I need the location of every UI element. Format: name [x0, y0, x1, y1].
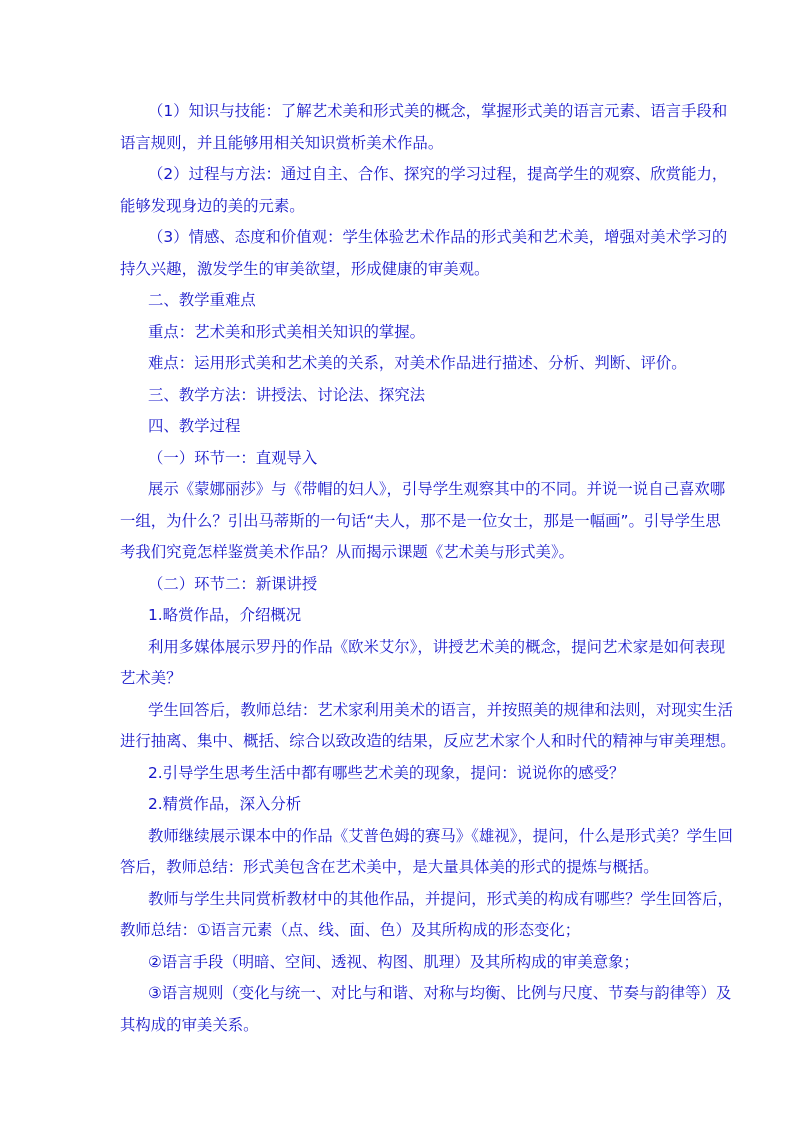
paragraph-line: 利用多媒体展示罗丹的作品《欧米艾尔》，讲授艺术美的概念，提问艺术家是如何表现	[148, 638, 726, 656]
section-heading: 三、教学方法：讲授法、讨论法、探究法	[148, 386, 426, 404]
item-heading: 1.略赏作品，介绍概况	[148, 606, 302, 624]
section-heading: 二、教学重难点	[148, 291, 256, 309]
paragraph-line: （1）知识与技能：了解艺术美和形式美的概念，掌握形式美的语言元素、语言手段和	[148, 102, 728, 120]
paragraph-line: 2.引导学生思考生活中都有哪些艺术美的现象，提问：说说你的感受？	[148, 764, 625, 782]
paragraph-line: 重点：艺术美和形式美相关知识的掌握。	[148, 323, 426, 341]
paragraph-line: 考我们究竟怎样鉴赏美术作品？从而揭示课题《艺术美与形式美》。	[120, 543, 575, 561]
paragraph-line: 其构成的审美关系。	[120, 1016, 259, 1034]
paragraph-line: 学生回答后，教师总结：艺术家利用美术的语言，并按照美的规律和法则，对现实生活	[148, 701, 733, 719]
paragraph-line: 难点：运用形式美和艺术美的关系，对美术作品进行描述、分析、判断、评价。	[148, 354, 687, 372]
subsection-heading: （一）环节一：直观导入	[148, 449, 318, 467]
section-heading: 四、教学过程	[148, 417, 241, 435]
paragraph-line: 教师总结：①语言元素（点、线、面、色）及其所构成的形态变化；	[120, 921, 581, 939]
paragraph-line: 教师继续展示课本中的作品《艾普色姆的赛马》《雄视》，提问，什么是形式美？学生回	[148, 827, 733, 845]
paragraph-line: 持久兴趣，激发学生的审美欲望，形成健康的审美观。	[120, 260, 490, 278]
paragraph-line: ②语言手段（明暗、空间、透视、构图、肌理）及其所构成的审美意象；	[148, 953, 639, 971]
subsection-heading: （二）环节二：新课讲授	[148, 575, 318, 593]
paragraph-line: 展示《蒙娜丽莎》与《带帽的妇人》，引导学生观察其中的不同。并说一说自己喜欢哪	[148, 480, 726, 498]
paragraph-line: （3）情感、态度和价值观：学生体验艺术作品的形式美和艺术美，增强对美术学习的	[148, 228, 728, 246]
paragraph-line: 艺术美？	[120, 669, 182, 687]
paragraph-line: 进行抽离、集中、概括、综合以致改造的结果，反应艺术家个人和时代的精神与审美理想。	[120, 732, 736, 750]
paragraph-line: 答后，教师总结：形式美包含在艺术美中，是大量具体美的形式的提炼与概括。	[120, 858, 659, 876]
paragraph-line: （2）过程与方法：通过自主、合作、探究的学习过程，提高学生的观察、欣赏能力，	[148, 165, 728, 183]
paragraph-line: 一组，为什么？引出马蒂斯的一句话“夫人，那不是一位女士，那是一幅画”。引导学生思	[120, 512, 721, 530]
paragraph-line: 能够发现身边的美的元素。	[120, 197, 305, 215]
paragraph-line: 语言规则，并且能够用相关知识赏析美术作品。	[120, 134, 444, 152]
paragraph-line: ③语言规则（变化与统一、对比与和谐、对称与均衡、比例与尺度、节奏与韵律等）及	[148, 984, 732, 1002]
item-heading: 2.精赏作品，深入分析	[148, 795, 302, 813]
paragraph-line: 教师与学生共同赏析教材中的其他作品，并提问，形式美的构成有哪些？学生回答后，	[148, 890, 733, 908]
